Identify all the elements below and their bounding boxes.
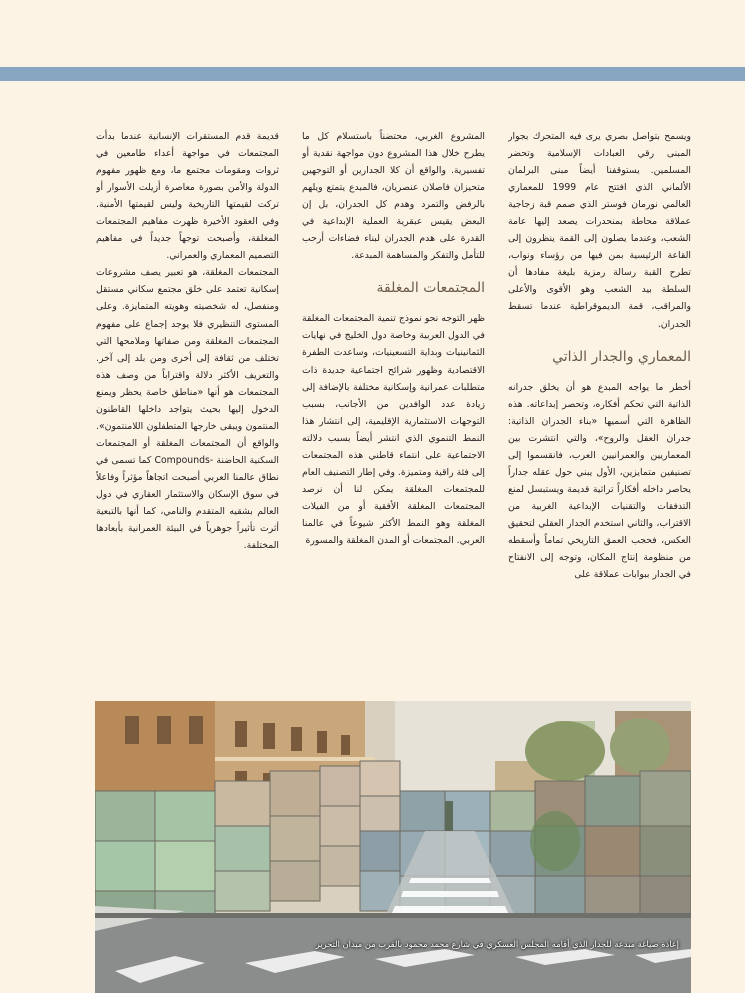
paragraph: أخطر ما يواجه المبدع هو أن يخلق جدرانه الذاتية التي تحكم أفكاره، وتحصر إبداعاته. هذه الظاهرة التي أسميها «بناء الجدران الذاتية: جدران العقل والروح»، والتي انتشرت بين المعماريين والعمرانيين العرب، فانقسموا إلى تصنيفين متمايزين، الأول يبني حول عقله جداراً يحاصر داخله أفكاراً تراثية قديمة ويستبسل لمنع التدفقات والتقنيات الإبداعية الغربية من الاقتراب، والثاني استخدم الجدار العقلي لتحقيق العكس، فحجب العمق التاريخي تماماً وأسقطه من منظومة إنتاج المكان، وتوجه إلى الانفتاح في الجدار ببوابات عملاقة على — [508, 381, 691, 581]
text-column-right — [508, 128, 691, 690]
paragraph: قديمة قدم المستقرات الإنسانية عندما بدأت المجتمعات في مواجهة أعداء طامعين في ثروات ومقومات مجتمع ما، ومع ظهور مفهوم الدولة والأمن بصورة معاصرة أزيلت الأسوار أو تركت لقيمتها التاريخية وليس لقيمتها الأمنية. وفي العقود الأخيرة ظهرت مفاهيم المجتمعات المغلقة، وأصبحت توجهاً جديداً في مفاهيم التصميم المعماري والعمراني. — [96, 131, 279, 262]
street-wall-photo — [95, 701, 691, 993]
paragraph: ويسمح بتواصل بصري يرى فيه المتحرك بجوار المبنى رقي العبادات الإسلامية وتحضر المسلمين. يستوقفنا أيضاً مبنى البرلمان الألماني الذي افتتح عام 1999 للمعماري العالمي نورمان فوستر الذي صمم قبة زجاجية عملاقة محاطة بمنحدرات يصعد إليها عامة الشعب، وعندما يصلون إلى القمة ينظرون إلى القاعة الرئيسية بمن فيها من رؤساء ونواب، تطرح القبة رسالة رمزية بليغة مفادها أن السلطة بيد الشعب وهو الأقوى والأعلى والمراقب، قمة الديموقراطية عندما تسقط الجدران. — [508, 131, 691, 330]
photo-caption: إعادة صياغة مبدعة للجدار الذي أقامه المجلس العسكري في شارع محمد محمود بالقرب من ميدان التحرير — [315, 939, 679, 949]
section-heading: المجتمعات المغلقة — [376, 280, 485, 297]
section-heading: المعماري والجدار الذاتي — [552, 348, 691, 365]
text-column-middle — [302, 128, 485, 690]
header-color-band — [0, 67, 745, 81]
paragraph: المشروع الغربي، محتضناً باستسلام كل ما يطرح خلال هذا المشروع دون مواجهة نقدية أو تفسيرية. والواقع أن كلا الجدارين أو التوجهين متحيزان فاصلان عنصريان، فالمبدع يتمتع ويلهم بالرفض والتمرد وهدم كل الجدران، بل إن البعض يقيس عبقرية العملية الإبداعية في القدرة على هدم الجدران لبناء فضاءات أرحب للتأمل والتفكر والمساهمة المبدعة. — [302, 131, 485, 262]
paragraph: المجتمعات المغلقة، هو تعبير يصف مشروعات إسكانية تعتمد على خلق مجتمع سكاني مستقل ومنفصل، له شخصيته وهويته المتمايزة. وعلى المستوى التنظيري فلا يوجد إجماع على مفهوم المجتمعات المغلقة ومن صفاتها وملامحها التي تختلف من ثقافة إلى أخرى ومن بلد إلى آخر. والتعريف الأكثر دلالة واقتراباً من وصف هذه المجتمعات هو أنها «مناطق خاصة يحظر ويمنع الدخول إليها بحيث يتواجد داخلها القاطنون المنتمون ويبقى خارجها المتطفلون اللامنتمون». والواقع أن المجتمعات المغلقة أو المجتمعات السكنية الحاضنة -Compounds كما تسمى في نطاق عالمنا العربي أصبحت اتجاهاً مؤثراً وفاعلاً في سوق الإسكان والاستثمار العقاري في دول العالم بشقيه المتقدم والنامي، كما أنها بالتبعية أثرت تأثيراً جوهرياً في البيئة العمرانية بأبعادها المختلفة. — [96, 267, 279, 552]
paragraph: ظهر التوجه نحو نموذج تنمية المجتمعات المغلقة في الدول العربية وخاصة دول الخليج في نهايات الثمانينيات وبداية التسعينيات، وساعدت الطفرة الاقتصادية وظهور شرائح اجتماعية جديدة ذات متطلبات عمرانية وإسكانية مختلفة بالإضافة إلى زيادة عدد الوافدين من الأجانب، بسبب التوجهات الاستثمارية الإقليمية، إلى انتشار هذا النمط التنموي الذي انتشر أيضاً بسبب دلالته الاجتماعية على انتماء قاطني هذه المجتمعات إلى فئة راقية ومتميزة. وفي إطار التصنيف العام للمجتمعات المغلقة يمكن لنا أن نرصد المجتمعات المغلقة الأفقية أو من الفيلات المغلقة وهو النمط الأكثر شيوعاً في عالمنا العربي. المجتمعات أو المدن المغلقة والمسورة — [302, 313, 485, 546]
photo-illustration — [95, 701, 691, 993]
article-body — [94, 128, 691, 690]
text-column-left — [96, 128, 279, 690]
